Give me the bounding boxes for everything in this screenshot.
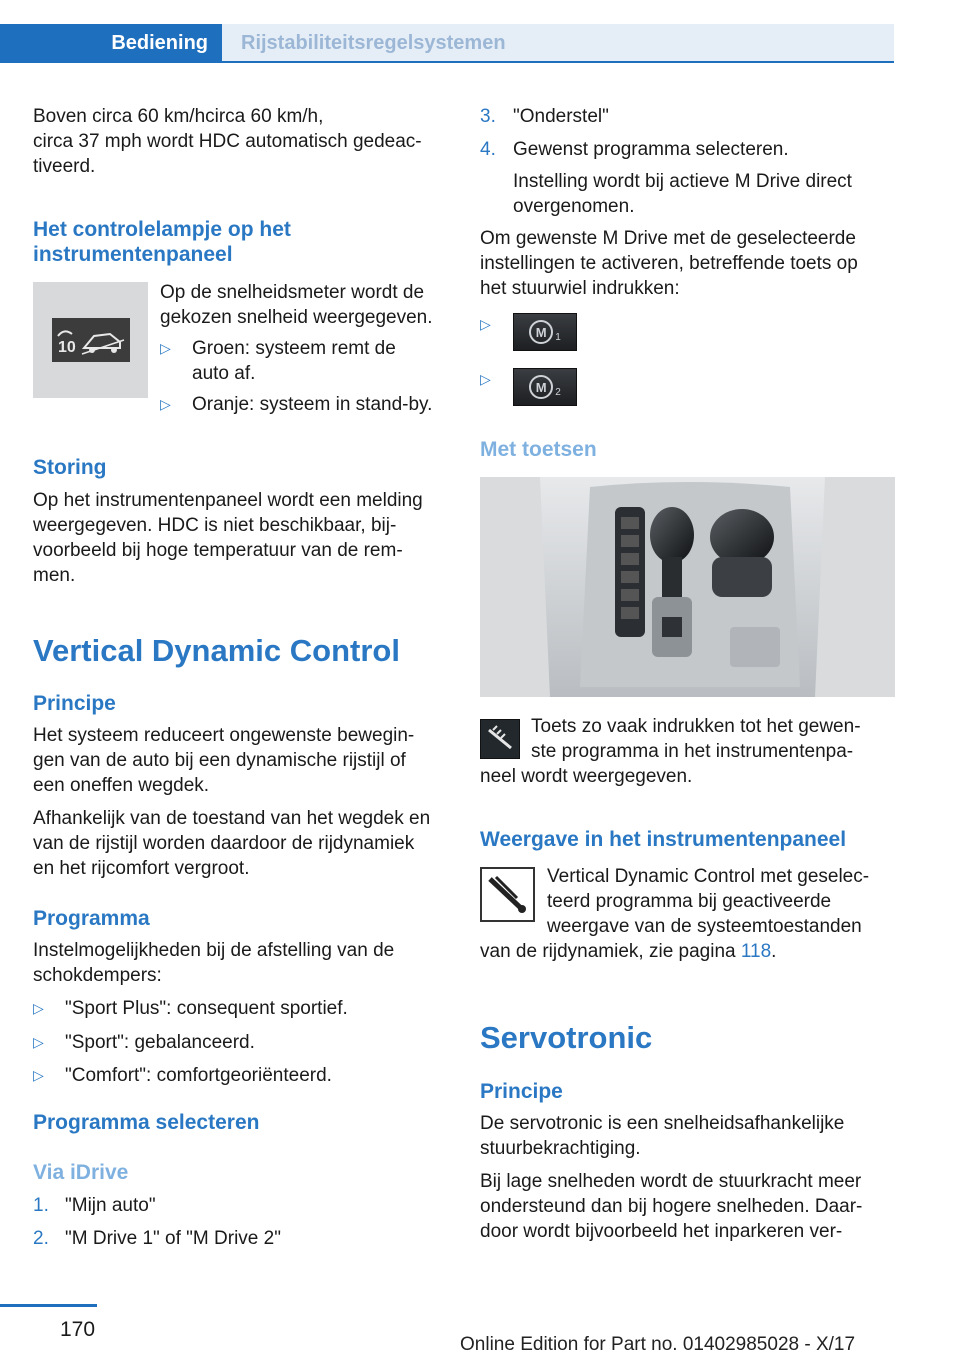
- idrive-heading: Via iDrive: [33, 1161, 129, 1184]
- footer-divider: [0, 1304, 97, 1307]
- hdc-indicator-lamp-image: [33, 282, 148, 398]
- storing-text: men.: [33, 565, 76, 586]
- header-divider: [0, 61, 894, 63]
- bullet-triangle-icon: ▷: [480, 371, 491, 387]
- intro-line: circa 37 mph wordt HDC automatisch gedeac-: [33, 131, 422, 152]
- lamp-heading: instrumentenpaneel: [33, 243, 233, 266]
- bullet-triangle-icon: ▷: [160, 340, 171, 356]
- storing-text: weergegeven. HDC is niet beschikbaar, bij-: [33, 515, 397, 536]
- bullet-triangle-icon: ▷: [160, 396, 171, 412]
- lamp-text: gekozen snelheid weergegeven.: [160, 307, 433, 328]
- weergave-text: Vertical Dynamic Control met geselec-: [547, 866, 870, 887]
- bullet-text: auto af.: [192, 363, 256, 384]
- lamp-heading: Het controlelampje op het: [33, 218, 291, 241]
- bullet-triangle-icon: ▷: [33, 1034, 44, 1050]
- principe-text: en het rijcomfort vergroot.: [33, 858, 250, 879]
- step-text: "Mijn auto": [65, 1195, 156, 1216]
- intro-line: tiveerd.: [33, 156, 96, 177]
- svg-text:10: 10: [57, 339, 76, 356]
- servotronic-title: Servotronic: [480, 1020, 653, 1055]
- toetsen-text: neel wordt weergegeven.: [480, 766, 693, 787]
- bullet-triangle-icon: ▷: [33, 1067, 44, 1083]
- bullet-triangle-icon: ▷: [480, 316, 491, 332]
- mdrive-text: instellingen te activeren, betreffende toets op: [480, 253, 858, 274]
- principe-text: een oneffen wegdek.: [33, 775, 210, 796]
- m-drive-number: 1: [555, 331, 561, 343]
- m-icon: M: [529, 375, 553, 399]
- programma-text: schokdempers:: [33, 965, 162, 986]
- programma-bullet: "Sport": gebalanceerd.: [65, 1032, 255, 1053]
- toetsen-text: Toets zo vaak indrukken tot het gewen-: [531, 716, 861, 737]
- servo-text: door wordt bijvoorbeeld het inparkeren ver-: [480, 1221, 843, 1242]
- programma-bullet: "Comfort": comfortgeoriënteerd.: [65, 1065, 332, 1086]
- step-text: Gewenst programma selecteren.: [513, 139, 789, 160]
- storing-heading: Storing: [33, 456, 107, 479]
- step-detail: overgenomen.: [513, 196, 635, 217]
- shock-absorber-icon: [480, 867, 535, 922]
- principe-text: gen van de auto bij een dynamische rijstijl of: [33, 750, 406, 771]
- lamp-text: Op de snelheidsmeter wordt de: [160, 282, 425, 303]
- mdrive-text: het stuurwiel indrukken:: [480, 278, 680, 299]
- m-drive-1-button-image: [513, 313, 577, 351]
- servo-text: ondersteund dan bij hogere snelheden. Daar-: [480, 1196, 863, 1217]
- principe-heading: Principe: [33, 692, 116, 715]
- servo-text: Bij lage snelheden wordt de stuurkracht meer: [480, 1171, 862, 1192]
- intro-line: Boven circa 60 km/hcirca 60 km/h,: [33, 106, 324, 127]
- m-drive-2-button-image: [513, 368, 577, 406]
- principe-text: Het systeem reduceert ongewenste bewegin-: [33, 725, 415, 746]
- page-number: 170: [60, 1318, 96, 1341]
- storing-text: Op het instrumentenpaneel wordt een melding: [33, 490, 423, 511]
- step-text: "M Drive 1" of "M Drive 2": [65, 1228, 281, 1249]
- step-number: 2.: [33, 1228, 49, 1249]
- weergave-last-line: van de rijdynamiek, zie pagina 118.: [480, 941, 777, 962]
- page-header: [0, 0, 894, 62]
- programma-bullet: "Sport Plus": consequent sportief.: [65, 998, 348, 1019]
- principe-heading: Principe: [480, 1080, 563, 1103]
- step-number: 1.: [33, 1195, 49, 1216]
- section-tab: Bediening: [0, 24, 222, 62]
- programma-text: Instelmogelijkheden bij de afstelling van de: [33, 940, 395, 961]
- servo-text: stuurbekrachtiging.: [480, 1138, 641, 1159]
- center-console-photo: [480, 477, 895, 697]
- programma-heading: Programma: [33, 907, 150, 930]
- select-heading: Programma selecteren: [33, 1111, 260, 1134]
- vdc-button-icon: [480, 719, 520, 759]
- bullet-text: Groen: systeem remt de: [192, 338, 396, 359]
- chapter-tab: Rijstabiliteitsregelsystemen: [222, 24, 894, 62]
- m-icon: M: [529, 320, 553, 344]
- mdrive-text: Om gewenste M Drive met de geselecteerde: [480, 228, 856, 249]
- storing-text: voorbeeld bij hoge temperatuur van de rem-: [33, 540, 403, 561]
- weergave-text: teerd programma bij geactiveerde: [547, 891, 832, 912]
- page-link[interactable]: 118: [740, 941, 772, 962]
- step-number: 3.: [480, 106, 496, 127]
- weergave-heading: Weergave in het instrumentenpaneel: [480, 828, 847, 851]
- toetsen-heading: Met toetsen: [480, 438, 597, 461]
- hdc-icon: [54, 322, 128, 358]
- principe-text: van de rijstijl worden daardoor de rijdynamiek: [33, 833, 415, 854]
- toetsen-text: ste programma in het instrumentenpa-: [531, 741, 854, 762]
- step-number: 4.: [480, 139, 496, 160]
- servo-text: De servotronic is een snelheidsafhankelijke: [480, 1113, 845, 1134]
- step-detail: Instelling wordt bij actieve M Drive direct: [513, 171, 852, 192]
- vdc-title: Vertical Dynamic Control: [33, 633, 400, 668]
- edition-text: Online Edition for Part no. 01402985028 - X/17: [460, 1334, 856, 1355]
- step-text: "Onderstel": [513, 106, 609, 127]
- bullet-triangle-icon: ▷: [33, 1000, 44, 1016]
- principe-text: Afhankelijk van de toestand van het wegdek en: [33, 808, 431, 829]
- bullet-text: Oranje: systeem in stand-by.: [192, 394, 433, 415]
- m-drive-number: 2: [555, 386, 561, 398]
- weergave-text: weergave van de systeemtoestanden: [547, 916, 862, 937]
